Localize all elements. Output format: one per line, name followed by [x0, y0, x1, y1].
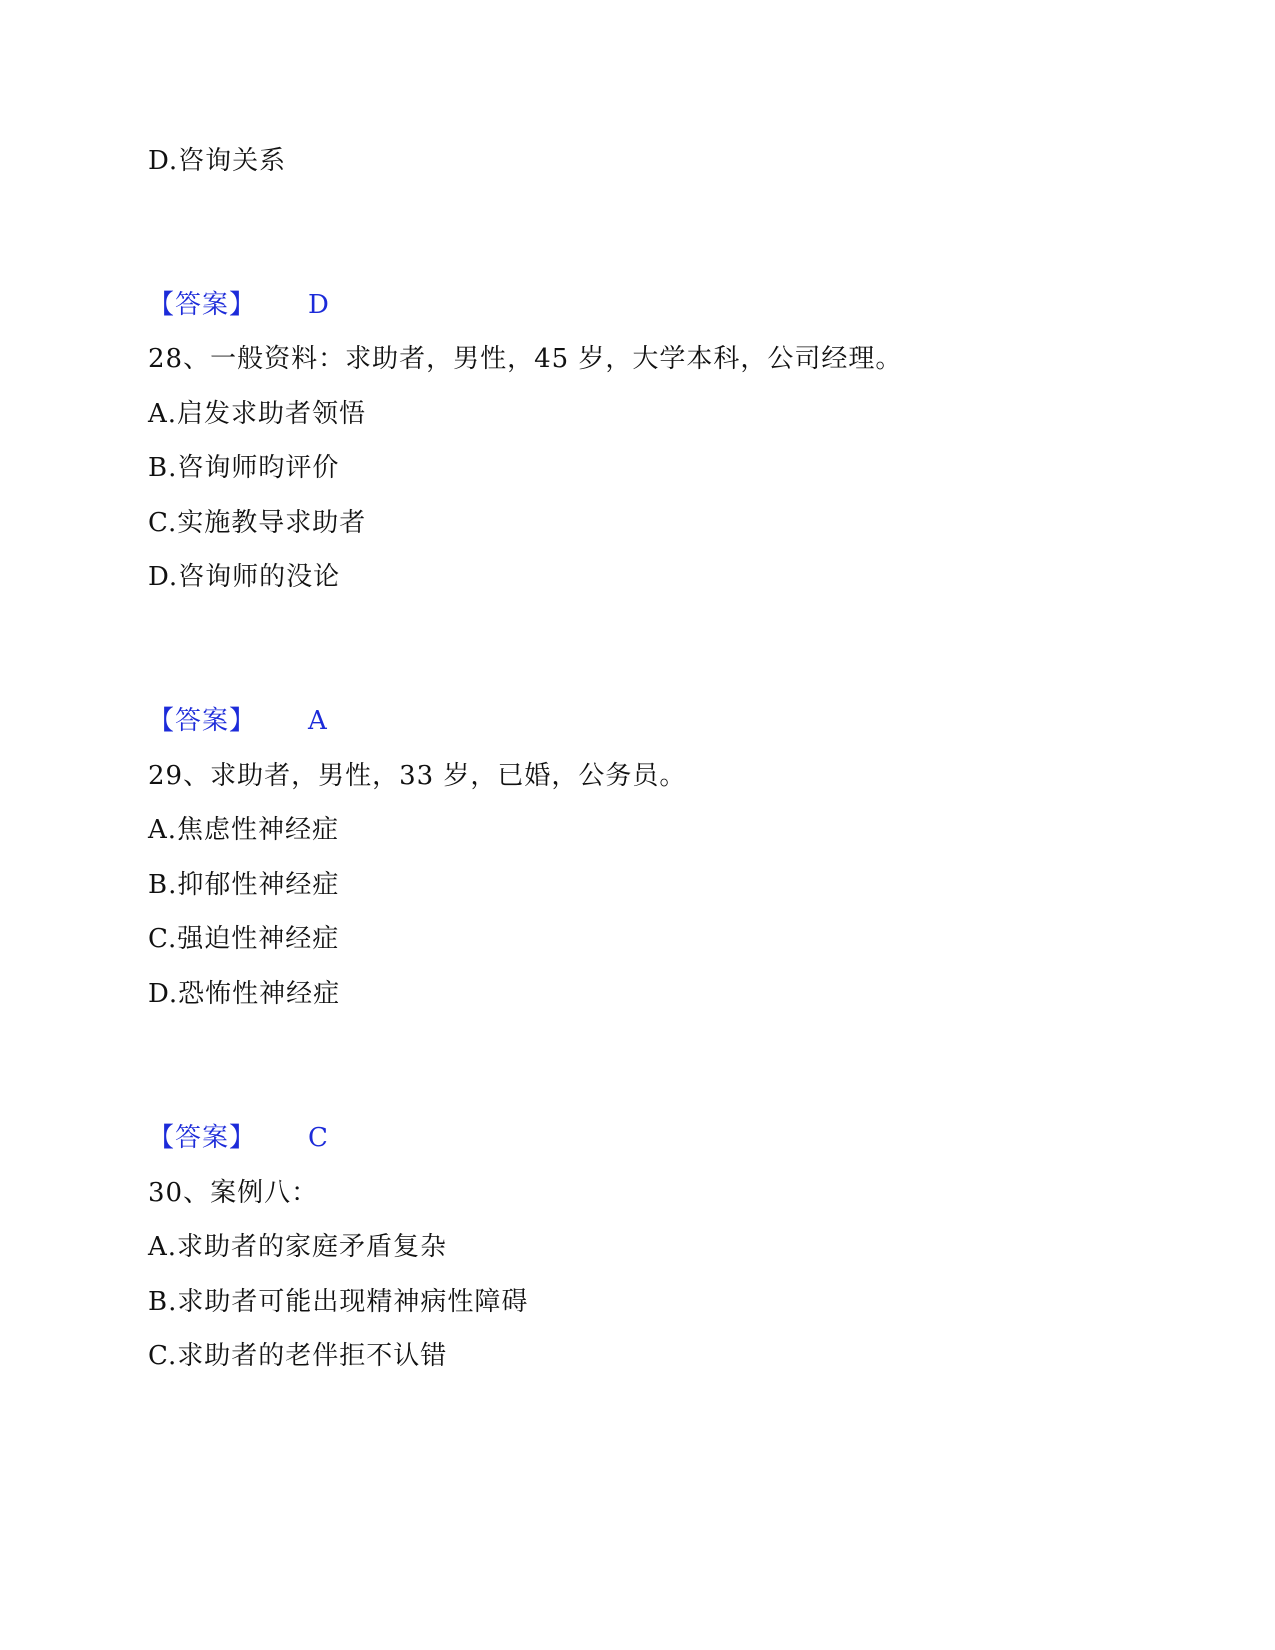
- question-30: 30、案例八：: [148, 1178, 319, 1208]
- answer-q28: [148, 704, 328, 738]
- option-c-q28: C.实施教导求助者: [148, 508, 367, 538]
- answer-value: D: [308, 290, 330, 320]
- question-29: 29、求助者，男性，33 岁，已婚，公务员。: [148, 761, 687, 791]
- answer-label: 【答案】: [148, 1123, 257, 1153]
- option-a-q29: A.焦虑性神经症: [148, 815, 340, 845]
- answer-q27: [148, 288, 330, 322]
- option-a-q28: A.启发求助者领悟: [148, 399, 367, 429]
- option-b-q29: B.抑郁性神经症: [148, 870, 340, 900]
- option-c-q30: C.求助者的老伴拒不认错: [148, 1341, 448, 1371]
- option-d-q29: D.恐怖性神经症: [148, 979, 341, 1009]
- option-b-q28: B.咨询师昀评价: [148, 453, 340, 483]
- answer-q29: [148, 1121, 329, 1155]
- answer-value: A: [308, 706, 328, 736]
- answer-label: 【答案】: [148, 706, 257, 736]
- answer-label: 【答案】: [148, 290, 257, 320]
- answer-value: C: [308, 1123, 329, 1153]
- option-c-q29: C.强迫性神经症: [148, 924, 340, 954]
- option-b-q30: B.求助者可能出现精神病性障碍: [148, 1287, 529, 1317]
- option-d-q28: D.咨询师的没论: [148, 562, 341, 592]
- option-a-q30: A.求助者的家庭矛盾复杂: [148, 1232, 448, 1262]
- question-28: 28、一般资料：求助者，男性，45 岁，大学本科，公司经理。: [148, 344, 903, 374]
- option-d-q27: D.咨询关系: [148, 146, 287, 176]
